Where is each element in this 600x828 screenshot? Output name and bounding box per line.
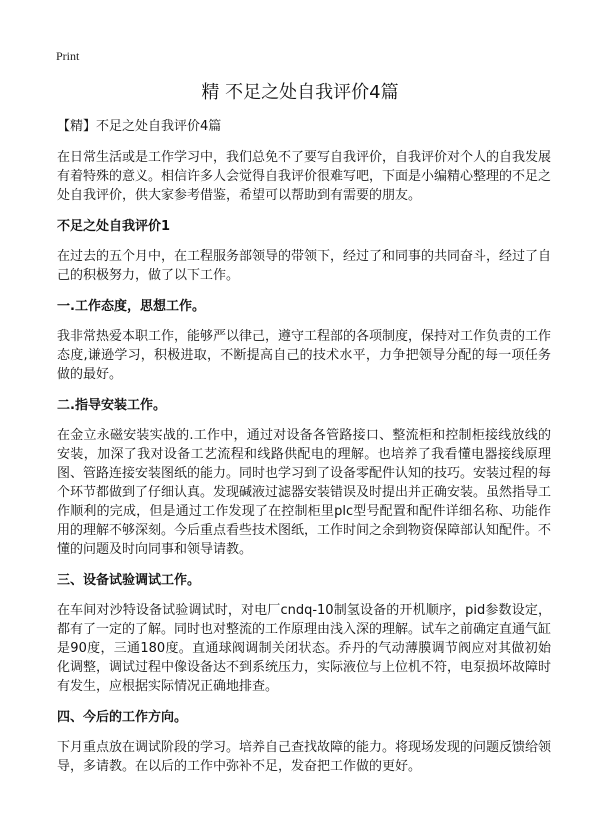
section-1-title: 不足之处自我评价1 [57, 219, 171, 234]
intro-paragraph: 在日常生活或是工作学习中，我们总免不了要写自我评价，自我评价对个人的自我发展有着特殊的意义。相信许多人会觉得自我评价很难写吧，下面是小编精心整理的不足之处自我评价，供大家参考借鉴，希望可以帮助到有需要的朋友。 [57, 150, 552, 203]
heading-installation: 二.指导安装工作。 [57, 398, 166, 413]
paragraph-commissioning: 在车间对沙特设备试验调试时，对电厂cndq-10制氢设备的开机顺序，pid参数设定，都有了一定的了解。同时也对整流的工作原理由浅入深的理解。试车之前确定直通气缸是90度，三通180度。直通球阀调制关闭状态。乔丹的气动薄膜调节阀应对其做初始化调整，调试过程中像设备达不到系统压力，实际液位与上位机不符，电泵损坏故障时有发生，应根据实际情况正确地排查。 [57, 603, 552, 694]
print-label[interactable]: Print [56, 49, 80, 63]
paragraph-installation: 在金立永磁安装实战的.工作中，通过对设备各管路接口、整流柜和控制柜接线放线的安装，加深了我对设备工艺流程和线路供配电的理解。也培养了我看懂电器接线原理图、管路连接安装图纸的能力。同时也学习到了设备零配件认知的技巧。安装过程的每个环节都做到了仔细认真。发现碱液过滤器安装错误及时提出并正确安装。虽然指导工作顺利的完成，但是通过工作发现了在控制柜里plc型号配置和配件详细名称、功能作用的理解不够深刻。今后重点看些技术图纸，工作时间之余到物资保障部认知配件。不懂的问题及时向同事和领导请教。 [57, 428, 552, 557]
document-subtitle: 【精】不足之处自我评价4篇 [57, 119, 222, 134]
heading-commissioning: 三、设备试验调试工作。 [57, 573, 201, 588]
heading-future-direction: 四、今后的工作方向。 [57, 710, 188, 725]
paragraph-work-attitude: 我非常热爱本职工作，能够严以律己，遵守工程部的各项制度，保持对工作负责的工作态度,谦逊学习，积极进取，不断提高自己的技术水平，力争把领导分配的每一项任务做的最好。 [57, 329, 552, 382]
paragraph-future-direction: 下月重点放在调试阶段的学习。培养自己查找故障的能力。将现场发现的问题反馈给领导，多请教。在以后的工作中弥补不足，发奋把工作做的更好。 [57, 740, 552, 774]
document-body [57, 118, 551, 788]
heading-work-attitude: 一.工作态度，思想工作。 [57, 299, 205, 314]
section-1-intro: 在过去的五个月中，在工程服务部领导的带领下，经过了和同事的共同奋斗，经过了自己的积极努力，做了以下工作。 [57, 249, 552, 283]
page-title: 精 不足之处自我评价4篇 [201, 82, 399, 103]
